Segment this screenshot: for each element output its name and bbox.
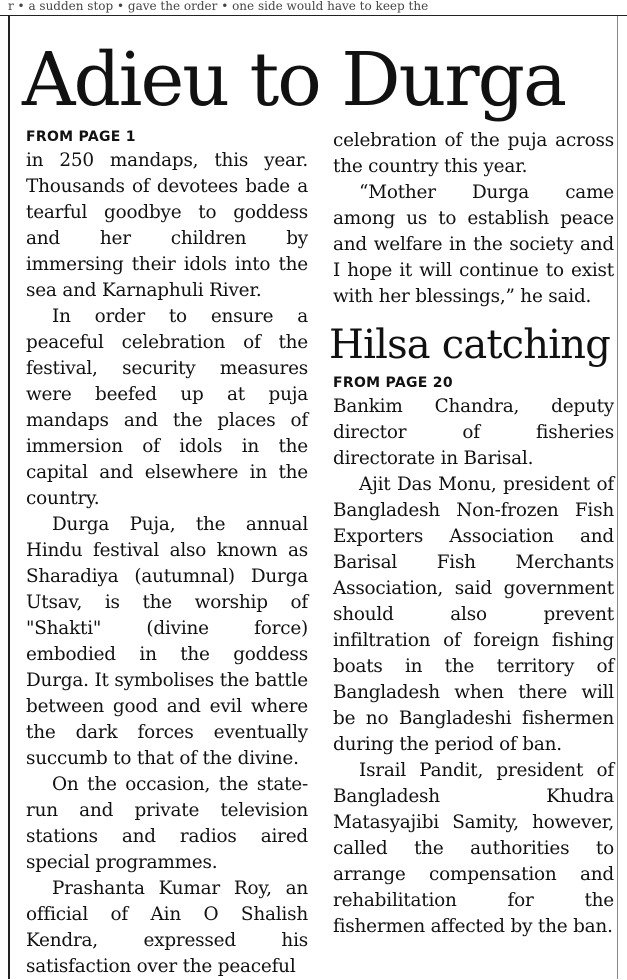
article-headline-hilsa: Hilsa catching bbox=[329, 322, 611, 368]
right-column-rule bbox=[617, 16, 618, 979]
article1-paragraph-1: in 250 mandaps, this year. Thousands of devotees bade a tearful goodbye to goddess and her children by immersing their idols into the sea and Karnaphuli River. bbox=[26, 150, 308, 301]
article1-paragraph-5: Prashanta Kumar Roy, an official of Ain O Shalish Kendra, expressed his satisfaction over the peaceful bbox=[26, 878, 308, 977]
continuation-kicker-page-1: FROM PAGE 1 bbox=[26, 129, 136, 145]
article1-paragraph-6: “Mother Durga came among us to establish peace and welfare in the society and I hope it will continue to exist with her blessings,” he said. bbox=[333, 182, 614, 307]
article1-paragraph-3: Durga Puja, the annual Hindu festival also known as Sharadiya (autumnal) Durga Utsav, is the worship of "Shakti" (divine force) embodied in the goddess Durga. It symbolises the battle between good and evil where the dark forces eventually succumb to that of the divine. bbox=[26, 514, 308, 769]
column-right bbox=[329, 128, 614, 940]
previous-article-strip bbox=[0, 0, 627, 16]
article2-paragraph-3: Israil Pandit, president of Bangladesh Khudra Matasyajibi Samity, however, called the authorities to arrange compensation and rehabilitation for the fishermen affected by the ban. bbox=[333, 760, 614, 937]
article1-paragraph-5-continued: celebration of the puja across the country this year. bbox=[333, 130, 614, 177]
article2-paragraph-2: Ajit Das Monu, president of Bangladesh Non-frozen Fish Exporters Association and Barisal Fish Merchants Association, said government should also prevent infiltration of foreign fishing boats in the territory of Bangladesh when there will be no Bangladeshi fishermen during the period of ban. bbox=[333, 474, 614, 755]
article1-paragraph-4: On the occasion, the state-run and private television stations and radios aired special programmes. bbox=[26, 774, 308, 873]
continuation-kicker-page-20: FROM PAGE 20 bbox=[333, 375, 453, 391]
article-headline-adieu: Adieu to Durga bbox=[22, 37, 566, 123]
column-left bbox=[26, 128, 308, 980]
previous-article-text: r • a sudden stop • gave the order • one side would have to keep the bbox=[8, 0, 429, 13]
article1-paragraph-2: In order to ensure a peaceful celebration of the festival, security measures were beefed up at puja mandaps and the places of immersion of idols in the capital and elsewhere in the country. bbox=[26, 306, 308, 509]
left-column-rule bbox=[8, 16, 10, 979]
article2-paragraph-1: Bankim Chandra, deputy director of fisheries directorate in Barisal. bbox=[333, 396, 614, 469]
